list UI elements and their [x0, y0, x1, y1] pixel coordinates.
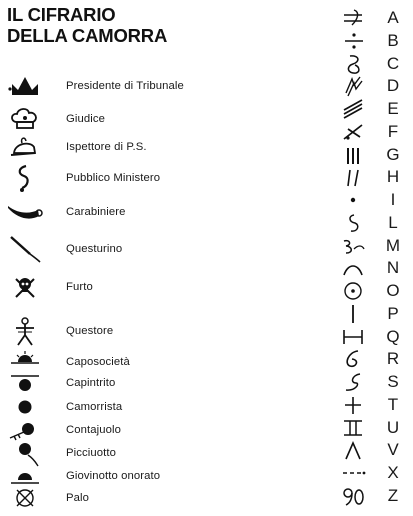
inverted-v-icon	[340, 439, 368, 461]
stick-figure-icon	[8, 317, 42, 345]
crossed-slash-icon	[340, 121, 368, 143]
cipher-letter-q: Q	[386, 326, 400, 346]
entry-label-furto: Furto	[66, 281, 93, 293]
entry-label-questurino: Questurino	[66, 243, 123, 255]
double-tau-icon	[340, 417, 368, 439]
cipher-letter-r: R	[386, 349, 400, 369]
cipher-letter-t: T	[387, 394, 399, 414]
division-sign-icon	[340, 30, 368, 52]
cipher-letter-n: N	[386, 258, 400, 278]
title-line-1: IL CIFRARIO	[7, 4, 116, 25]
entry-label-picciuotto: Picciuotto	[66, 447, 116, 459]
entry-label-presidente-di-tribunale: Presidente di Tribunale	[66, 80, 184, 92]
entry-label-questore: Questore	[66, 325, 114, 337]
triple-strokes-icon	[340, 144, 368, 166]
skull-crossbones-icon	[8, 273, 42, 301]
crossed-circle-icon	[8, 484, 42, 512]
cipher-letter-v: V	[387, 440, 399, 460]
cipher-letter-e: E	[387, 99, 399, 118]
cipher-letter-z: Z	[387, 485, 399, 505]
cipher-letter-f: F	[387, 121, 399, 141]
cipher-letter-h: H	[386, 167, 400, 187]
cipher-letter-x: X	[387, 463, 399, 482]
hook-staff-icon	[8, 164, 42, 192]
small-hook-icon	[340, 212, 368, 234]
entry-label-contajuolo: Contajuolo	[66, 424, 122, 436]
cipher-letter-p: P	[387, 303, 399, 323]
slanted-lines-icon	[340, 98, 368, 120]
cipher-letter-a: A	[387, 8, 399, 27]
entry-label-caposocieta: Caposocietà	[66, 356, 130, 368]
double-strokes-icon	[340, 166, 368, 188]
plus-sign-icon	[340, 394, 368, 416]
entry-label-giudice: Giudice	[66, 113, 106, 125]
cipher-letter-b: B	[387, 30, 399, 50]
crown-icon	[8, 72, 42, 100]
cipher-letter-i: I	[390, 190, 396, 209]
triple-curve-icon	[340, 235, 368, 257]
cipher-letter-c: C	[386, 53, 400, 73]
cipher-alphabet	[332, 0, 413, 516]
entry-label-carabiniere: Carabiniere	[66, 206, 126, 218]
ninety-mark-icon	[340, 485, 368, 507]
vertical-bar-icon	[340, 303, 368, 325]
six-curl-icon	[340, 348, 368, 370]
cipher-letter-u: U	[386, 417, 400, 437]
cipher-letter-g: G	[386, 144, 400, 164]
entry-label-giovinotto-onorato: Giovinotto onorato	[66, 470, 161, 482]
i-beam-icon	[340, 326, 368, 348]
entry-label-pubblico-ministero: Pubblico Ministero	[66, 172, 161, 184]
dotted-circle-icon	[340, 280, 368, 302]
cipher-letter-m: M	[385, 235, 401, 255]
chef-hat-icon	[8, 105, 42, 133]
two-bars-with-hook-icon	[340, 7, 368, 29]
cipher-letter-l: L	[388, 212, 398, 232]
entry-label-palo: Palo	[66, 492, 90, 504]
title-line-2: DELLA CAMORRA	[7, 25, 168, 46]
kepi-cap-icon	[8, 133, 42, 161]
loop-s-icon	[340, 371, 368, 393]
entry-label-camorrista: Camorrista	[66, 401, 123, 413]
dashed-line-icon	[340, 462, 368, 484]
cipher-letter-o: O	[386, 281, 400, 300]
looped-eight-icon	[340, 53, 368, 75]
cipher-letter-d: D	[386, 76, 400, 96]
single-dot-icon	[340, 189, 368, 211]
club-icon	[8, 235, 42, 263]
entry-label-ispettore-di-p-s: Ispettore di P.S.	[66, 141, 147, 153]
horn-icon	[8, 198, 42, 226]
caret-arc-icon	[340, 257, 368, 279]
entry-label-capintrito: Capintrito	[66, 377, 116, 389]
double-zigzag-icon	[340, 75, 368, 97]
cipher-letter-s: S	[387, 372, 399, 391]
